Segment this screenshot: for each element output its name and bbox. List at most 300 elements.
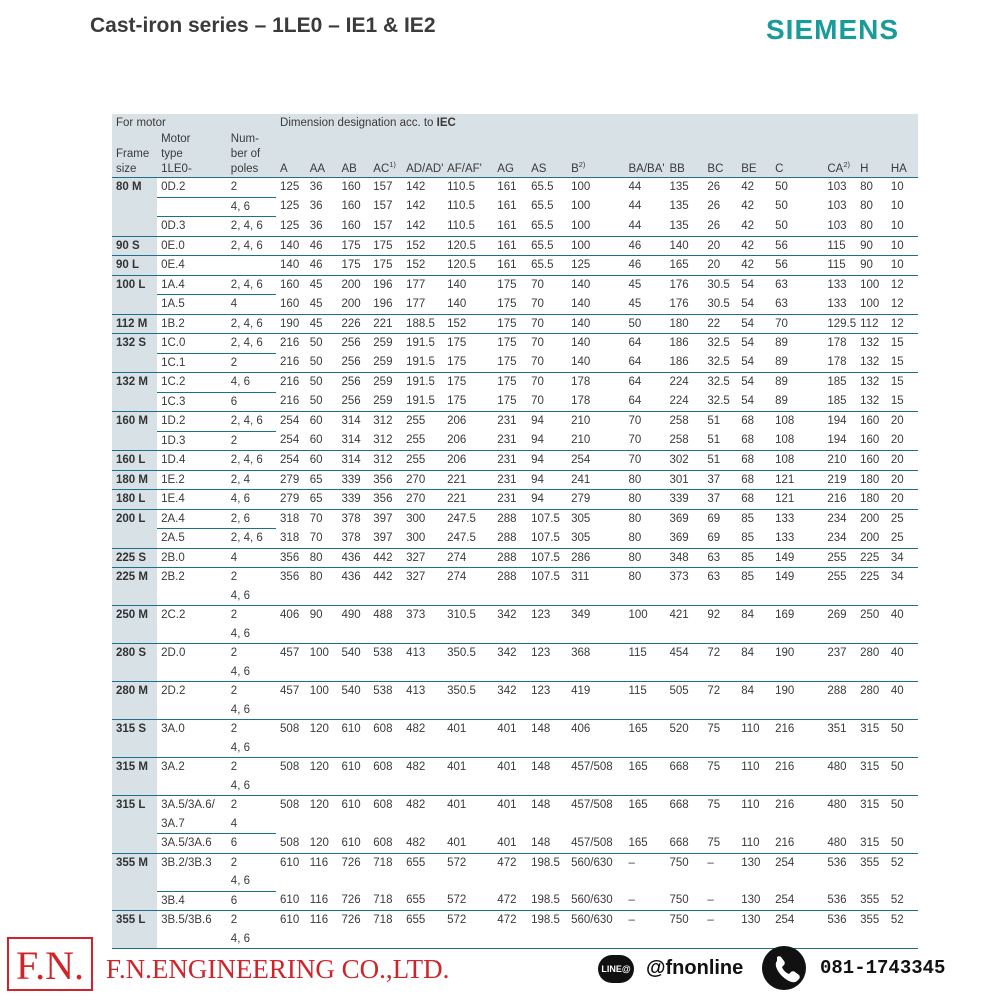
column-header-label: AG bbox=[497, 163, 514, 175]
dimension-cell: 70 bbox=[531, 356, 544, 368]
frame-size-cell bbox=[112, 353, 157, 373]
dimension-cell: 241 bbox=[567, 470, 624, 490]
dimension-cell: 121 bbox=[771, 470, 823, 490]
dimension-cell: 63 bbox=[703, 568, 737, 606]
dimension-cell: 15 bbox=[890, 356, 904, 368]
poles-cell bbox=[227, 295, 276, 315]
motor-type-cell bbox=[157, 353, 227, 373]
dimension-cell: 60 bbox=[309, 434, 323, 446]
dimension-cell: 301 bbox=[665, 470, 703, 490]
poles-cell-line: 2 bbox=[230, 914, 238, 926]
dimension-cell: 349 bbox=[567, 606, 624, 644]
table-row bbox=[112, 334, 918, 354]
dimension-cell: 40 bbox=[887, 644, 918, 682]
dimension-cell: – bbox=[628, 894, 635, 906]
dimension-cell: 54 bbox=[741, 395, 755, 407]
dimension-cell: 52 bbox=[887, 911, 918, 949]
dimension-cell: 120.5 bbox=[443, 236, 493, 256]
dimension-cell: 540 bbox=[338, 644, 370, 682]
dimension-cell: 107.5 bbox=[531, 531, 560, 544]
frame-size-cell: 132 S bbox=[112, 334, 157, 354]
dimension-cell: 54 bbox=[741, 297, 755, 310]
dimension-cell: 161 bbox=[497, 200, 517, 212]
dimension-cell: 32.5 bbox=[707, 395, 730, 407]
motor-type-cell-line: 3A.5/3A.6/ bbox=[161, 799, 215, 811]
poles-cell bbox=[227, 644, 276, 682]
footnote-marker: 2) bbox=[843, 160, 850, 170]
poles-cell-line: 4 bbox=[230, 817, 238, 830]
dimension-cell: 160 bbox=[856, 412, 887, 432]
dimension-cell: 401 bbox=[443, 796, 493, 834]
dimension-cell: 110.5 bbox=[447, 219, 476, 232]
dimension-cell: 351 bbox=[823, 720, 856, 758]
poles-cell-line: 2 bbox=[230, 723, 238, 735]
dimension-cell: 270 bbox=[402, 470, 443, 490]
motor-type-header-line: type bbox=[161, 148, 183, 160]
dimension-cell: 140 bbox=[276, 256, 306, 276]
column-header bbox=[703, 132, 737, 178]
motor-type-cell bbox=[157, 178, 227, 198]
dimension-cell: 397 bbox=[369, 509, 402, 529]
frame-size-header bbox=[112, 132, 157, 178]
motor-type-cell bbox=[157, 509, 227, 529]
motor-type-cell-line: 1D.4 bbox=[161, 454, 186, 466]
poles-cell bbox=[227, 314, 276, 334]
dimension-cell: 175 bbox=[338, 236, 370, 256]
dimension-cell: 200 bbox=[860, 531, 880, 544]
dimension-cell: 44 bbox=[628, 219, 642, 232]
dimension-cell: 110 bbox=[737, 758, 771, 796]
dimension-cell: 231 bbox=[493, 490, 527, 510]
dimension-cell: 70 bbox=[309, 531, 323, 544]
dimension-cell: 655 bbox=[402, 853, 443, 891]
dimension-cell: 80 bbox=[624, 509, 665, 529]
motor-type-cell-line: 0D.2 bbox=[161, 181, 186, 193]
dimension-cell: 655 bbox=[406, 894, 426, 906]
dimension-cell: 190 bbox=[771, 682, 823, 720]
dimension-cell: 68 bbox=[737, 490, 771, 510]
dimension-cell: 234 bbox=[823, 509, 856, 529]
dimension-cell: 442 bbox=[369, 568, 402, 606]
dimension-cell: 198.5 bbox=[527, 911, 567, 949]
dimension-cell: 140 bbox=[447, 297, 467, 310]
dimension-cell: 108 bbox=[775, 434, 795, 446]
dimension-cell: 350.5 bbox=[443, 644, 493, 682]
dimension-cell: 314 bbox=[341, 434, 361, 446]
motor-type-cell-line: 3A.7 bbox=[161, 817, 185, 830]
column-header bbox=[624, 132, 665, 178]
dimension-cell: 130 bbox=[741, 894, 761, 906]
dimension-cell: 350.5 bbox=[443, 682, 493, 720]
dimension-cell: 25 bbox=[887, 509, 918, 529]
dimension-cell: 50 bbox=[624, 314, 665, 334]
dimension-cell: 198.5 bbox=[527, 853, 567, 891]
dimension-cell: 140 bbox=[665, 236, 703, 256]
column-header-label: AF/AF' bbox=[447, 163, 482, 175]
dimension-cell: 142 bbox=[402, 178, 443, 198]
dimension-cell: 231 bbox=[493, 470, 527, 490]
dimension-cell: 442 bbox=[369, 548, 402, 568]
motor-type-cell bbox=[157, 834, 227, 854]
dimension-cell: 315 bbox=[856, 796, 887, 834]
dimension-cell: 200 bbox=[856, 509, 887, 529]
dimension-cell: 161 bbox=[497, 219, 517, 232]
dimension-cell: 161 bbox=[493, 178, 527, 198]
dimension-cell: 125 bbox=[280, 219, 300, 232]
motor-type-cell bbox=[157, 644, 227, 682]
dimension-cell: 50 bbox=[309, 395, 323, 407]
dimension-cell: 12 bbox=[890, 297, 904, 310]
dimension-cell: 457/508 bbox=[567, 758, 624, 796]
dimension-cell: 216 bbox=[280, 395, 300, 407]
table-row bbox=[112, 682, 918, 720]
dimension-cell: 176 bbox=[669, 297, 689, 310]
dimension-cell: 70 bbox=[624, 412, 665, 432]
frame-size-cell bbox=[112, 431, 157, 451]
dimension-cell: 258 bbox=[665, 412, 703, 432]
dimension-cell: 120 bbox=[306, 796, 338, 834]
dimension-cell: 12 bbox=[887, 275, 918, 295]
dimension-cell: 488 bbox=[369, 606, 402, 644]
column-header bbox=[567, 132, 624, 178]
dimension-cell: 610 bbox=[276, 911, 306, 949]
frame-size-cell: 200 L bbox=[112, 509, 157, 529]
dimension-cell: 302 bbox=[665, 451, 703, 471]
dimension-cell: 160 bbox=[860, 434, 880, 446]
dimension-cell: 94 bbox=[527, 490, 567, 510]
dimension-cell: 161 bbox=[493, 236, 527, 256]
dimension-cell: 508 bbox=[276, 720, 306, 758]
dimension-cell: 30.5 bbox=[703, 275, 737, 295]
motor-type-cell bbox=[157, 412, 227, 432]
dimension-cell: 63 bbox=[703, 548, 737, 568]
dimension-cell: 175 bbox=[497, 356, 517, 368]
dimension-cell: 718 bbox=[373, 894, 393, 906]
frame-size-cell: 315 S bbox=[112, 720, 157, 758]
poles-cell bbox=[227, 373, 276, 393]
motor-type-cell bbox=[157, 275, 227, 295]
motor-type-cell-line: 1C.2 bbox=[161, 376, 186, 388]
dimension-cell: 279 bbox=[276, 470, 306, 490]
dimension-cell: 135 bbox=[669, 219, 689, 232]
poles-cell bbox=[227, 217, 276, 237]
dimension-cell: 75 bbox=[703, 796, 737, 834]
dimension-cell: 339 bbox=[338, 490, 370, 510]
dimension-cell: 254 bbox=[276, 412, 306, 432]
dimension-cell: 169 bbox=[771, 606, 823, 644]
fn-logo: F.N. bbox=[7, 937, 93, 991]
dimension-cell: 75 bbox=[703, 758, 737, 796]
dimension-cell: 80 bbox=[856, 178, 887, 198]
motor-type-cell bbox=[157, 334, 227, 354]
dimension-cell: 149 bbox=[771, 548, 823, 568]
dimension-cell: 572 bbox=[443, 911, 493, 949]
dimension-cell: 65.5 bbox=[527, 256, 567, 276]
motor-type-cell-line: 2C.2 bbox=[161, 609, 186, 621]
dimension-table bbox=[112, 114, 918, 949]
poles-cell bbox=[227, 197, 276, 217]
dimension-cell: 175 bbox=[497, 297, 517, 310]
dimension-cell: 288 bbox=[497, 531, 517, 544]
poles-cell bbox=[227, 236, 276, 256]
motor-type-cell-line: 3A.0 bbox=[161, 723, 185, 735]
dimension-cell: 20 bbox=[887, 412, 918, 432]
dimension-cell: 148 bbox=[527, 796, 567, 834]
dimension-cell: 279 bbox=[276, 490, 306, 510]
dimension-cell: 130 bbox=[737, 911, 771, 949]
dimension-cell: 68 bbox=[741, 434, 755, 446]
dimension-cell: 369 bbox=[665, 509, 703, 529]
poles-cell-line: 4, 6 bbox=[230, 589, 250, 602]
column-header bbox=[527, 132, 567, 178]
column-header bbox=[823, 132, 856, 178]
dimension-cell: 54 bbox=[737, 314, 771, 334]
dimension-cell: 180 bbox=[856, 470, 887, 490]
dimension-cell: 110 bbox=[737, 796, 771, 834]
dimension-cell: 256 bbox=[338, 334, 370, 354]
column-header-label: HA bbox=[890, 163, 907, 175]
dimension-cell: 269 bbox=[823, 606, 856, 644]
dimension-cell: 148 bbox=[527, 758, 567, 796]
dimension-cell: 210 bbox=[571, 434, 591, 446]
dimension-cell: 160 bbox=[276, 275, 306, 295]
frame-size-cell bbox=[112, 197, 157, 217]
dimension-cell: 231 bbox=[493, 412, 527, 432]
dimension-cell: 216 bbox=[280, 356, 300, 368]
motor-type-cell-line: 1A.5 bbox=[161, 298, 185, 310]
motor-type-cell bbox=[157, 911, 227, 949]
dimension-cell: 45 bbox=[306, 275, 338, 295]
dimension-cell: 160 bbox=[338, 178, 370, 198]
dimension-cell: 180 bbox=[856, 490, 887, 510]
dimension-cell: 110 bbox=[737, 720, 771, 758]
dimension-cell: 472 bbox=[493, 853, 527, 891]
dimension-cell: 140 bbox=[571, 297, 591, 310]
dimension-cell: 36 bbox=[306, 178, 338, 198]
dimension-cell: 92 bbox=[703, 606, 737, 644]
motor-type-cell-line: 1D.3 bbox=[161, 434, 186, 447]
motor-type-cell-line: 1C.1 bbox=[161, 356, 186, 369]
dimension-cell: 85 bbox=[741, 531, 755, 544]
dimension-cell: 327 bbox=[402, 568, 443, 606]
dimension-cell: 560/630 bbox=[567, 911, 624, 949]
dimension-cell: 536 bbox=[823, 911, 856, 949]
motor-type-cell-line: 3B.2/3B.3 bbox=[161, 856, 212, 869]
dimension-cell: 342 bbox=[493, 682, 527, 720]
dimension-cell: 100 bbox=[860, 297, 880, 310]
dimension-cell: 327 bbox=[402, 548, 443, 568]
dimension-cell: – bbox=[707, 894, 714, 906]
dimension-cell: 482 bbox=[402, 758, 443, 796]
dimension-cell: 191.5 bbox=[406, 395, 435, 407]
dimension-cell: 256 bbox=[338, 373, 370, 393]
dimension-cell: 255 bbox=[402, 412, 443, 432]
dimension-cell: 125 bbox=[567, 256, 624, 276]
dimension-cell: 22 bbox=[703, 314, 737, 334]
dimension-cell: 132 bbox=[860, 395, 880, 407]
column-header-label: AS bbox=[531, 163, 547, 175]
dimension-cell: 20 bbox=[703, 256, 737, 276]
dimension-cell: 32.5 bbox=[703, 334, 737, 354]
dimension-cell: 254 bbox=[775, 894, 795, 906]
dimension-cell: 256 bbox=[341, 356, 361, 368]
dimension-cell: 750 bbox=[665, 853, 703, 891]
poles-cell bbox=[227, 412, 276, 432]
dimension-cell: 60 bbox=[306, 412, 338, 432]
dimension-cell: 655 bbox=[402, 911, 443, 949]
dimension-cell: 270 bbox=[402, 490, 443, 510]
dimension-cell: 480 bbox=[823, 796, 856, 834]
table-row bbox=[112, 720, 918, 758]
dimension-cell: 15 bbox=[887, 373, 918, 393]
dimension-cell: 20 bbox=[887, 490, 918, 510]
dimension-cell: 68 bbox=[737, 451, 771, 471]
poles-header-line: poles bbox=[230, 163, 259, 175]
table-row bbox=[112, 314, 918, 334]
dimension-cell: 536 bbox=[827, 894, 847, 906]
dimension-cell: 107.5 bbox=[527, 509, 567, 529]
dimension-cell: 520 bbox=[665, 720, 703, 758]
table-row bbox=[112, 236, 918, 256]
motor-type-cell-line: 2B.0 bbox=[161, 551, 185, 564]
dimension-cell: 121 bbox=[771, 490, 823, 510]
poles-cell-line: 2, 4, 6 bbox=[230, 278, 263, 291]
dimension-cell: 436 bbox=[338, 568, 370, 606]
dimension-cell: 186 bbox=[665, 334, 703, 354]
dimension-cell: 368 bbox=[567, 644, 624, 682]
dimension-cell: 610 bbox=[280, 894, 300, 906]
poles-header bbox=[227, 132, 276, 178]
dimension-cell: 401 bbox=[493, 720, 527, 758]
dimension-cell: 69 bbox=[703, 509, 737, 529]
dimension-cell: 225 bbox=[856, 548, 887, 568]
dimension-cell: 125 bbox=[280, 200, 300, 212]
dimension-cell: 108 bbox=[771, 412, 823, 432]
dimension-cell: 56 bbox=[771, 256, 823, 276]
column-header bbox=[887, 132, 918, 178]
column-header bbox=[338, 132, 370, 178]
dimension-cell: 206 bbox=[447, 434, 467, 446]
poles-cell-line: 2 bbox=[230, 356, 238, 369]
column-header-label: CA bbox=[827, 163, 844, 175]
dimension-cell: 194 bbox=[823, 412, 856, 432]
dimension-cell: 80 bbox=[628, 531, 642, 544]
motor-type-cell bbox=[157, 236, 227, 256]
dimension-cell: 280 bbox=[856, 682, 887, 720]
dimension-cell: 254 bbox=[276, 451, 306, 471]
dimension-cell: 175 bbox=[369, 236, 402, 256]
dimension-cell: 51 bbox=[707, 434, 721, 446]
dimension-cell: 50 bbox=[775, 219, 788, 232]
dimension-cell: 70 bbox=[527, 334, 567, 354]
dimension-cell: 125 bbox=[276, 178, 306, 198]
dimension-cell: 216 bbox=[771, 758, 823, 796]
frame-size-cell: 90 L bbox=[112, 256, 157, 276]
dimension-cell: 140 bbox=[443, 275, 493, 295]
dimension-cell: 177 bbox=[406, 297, 426, 310]
table-row bbox=[112, 470, 918, 490]
dimension-cell: 254 bbox=[280, 434, 300, 446]
dimension-cell: 68 bbox=[737, 412, 771, 432]
motor-type-cell bbox=[157, 197, 227, 217]
poles-cell bbox=[227, 392, 276, 412]
poles-cell-line: 2, 4, 6 bbox=[230, 220, 263, 232]
dimension-cell: 216 bbox=[775, 836, 795, 849]
poles-cell-line: 4, 6 bbox=[230, 200, 250, 213]
dimension-cell: 63 bbox=[775, 297, 788, 310]
poles-cell bbox=[227, 720, 276, 758]
motor-type-cell bbox=[157, 891, 227, 911]
motor-type-cell-line: 1C.3 bbox=[161, 395, 186, 408]
dimension-cell: 175 bbox=[493, 373, 527, 393]
dimension-cell: 46 bbox=[624, 236, 665, 256]
dimension-cell: 482 bbox=[406, 836, 426, 849]
dimension-cell: 70 bbox=[531, 297, 544, 310]
dimension-cell: 472 bbox=[497, 894, 517, 906]
dimension-cell: 56 bbox=[771, 236, 823, 256]
dimension-cell: 50 bbox=[775, 200, 788, 212]
dimension-cell: 315 bbox=[856, 720, 887, 758]
motor-type-cell-line: 0E.0 bbox=[161, 239, 185, 252]
dimension-cell: 50 bbox=[887, 720, 918, 758]
dimension-cell: 310.5 bbox=[443, 606, 493, 644]
dimension-cell: 142 bbox=[406, 200, 426, 212]
dimension-cell: 165 bbox=[628, 836, 648, 849]
dimension-cell: 84 bbox=[737, 606, 771, 644]
dimension-cell: 185 bbox=[823, 373, 856, 393]
dimension-cell: 149 bbox=[771, 568, 823, 606]
dimension-cell: 26 bbox=[703, 178, 737, 198]
dimension-cell: 718 bbox=[369, 911, 402, 949]
dimension-cell: 160 bbox=[341, 219, 361, 232]
dimension-cell: 54 bbox=[741, 356, 755, 368]
dimension-cell: 216 bbox=[771, 720, 823, 758]
motor-type-cell bbox=[157, 373, 227, 393]
frame-size-cell: 112 M bbox=[112, 314, 157, 334]
dimension-cell: 610 bbox=[341, 836, 361, 849]
dimension-cell: 100 bbox=[571, 219, 591, 232]
dimension-cell: 274 bbox=[443, 568, 493, 606]
column-header-label: BC bbox=[707, 163, 724, 175]
dimension-cell: 34 bbox=[887, 568, 918, 606]
dimension-cell: 120 bbox=[306, 758, 338, 796]
dimension-cell: 133 bbox=[771, 509, 823, 529]
dimension-cell: 15 bbox=[887, 334, 918, 354]
poles-cell-line: 2 bbox=[230, 181, 238, 193]
dimension-cell: 457 bbox=[276, 682, 306, 720]
poles-cell bbox=[227, 470, 276, 490]
dimension-cell: 100 bbox=[571, 200, 591, 212]
dimension-cell: 108 bbox=[771, 451, 823, 471]
dimension-cell: 608 bbox=[369, 758, 402, 796]
dimension-cell: 196 bbox=[373, 297, 393, 310]
dimension-cell: 378 bbox=[341, 531, 361, 544]
frame-size-cell: 355 L bbox=[112, 911, 157, 949]
motor-type-cell bbox=[157, 470, 227, 490]
motor-type-header-line: 1LE0- bbox=[161, 163, 192, 175]
poles-cell-line: 4, 6 bbox=[230, 875, 250, 887]
dimension-cell: 89 bbox=[771, 373, 823, 393]
dimension-cell: 68 bbox=[737, 470, 771, 490]
line-handle: @fnonline bbox=[646, 957, 744, 979]
dimension-cell: 45 bbox=[306, 314, 338, 334]
dimension-cell: 46 bbox=[306, 236, 338, 256]
dimension-cell: 100 bbox=[306, 644, 338, 682]
dimension-cell: 42 bbox=[741, 200, 755, 212]
dimension-cell: 75 bbox=[707, 836, 721, 849]
dimension-cell: 610 bbox=[338, 796, 370, 834]
table-row bbox=[112, 758, 918, 796]
